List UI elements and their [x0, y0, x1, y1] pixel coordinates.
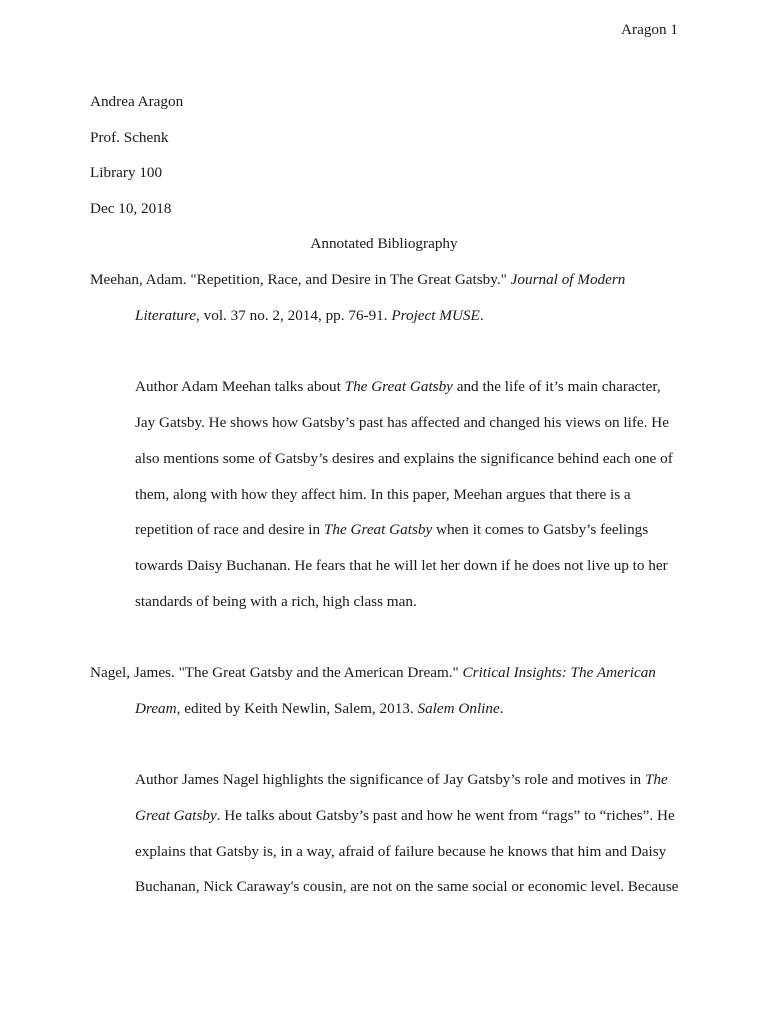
- running-head: Aragon 1: [621, 21, 678, 38]
- annotation-text: standards of being with a rich, high class man.: [135, 593, 417, 610]
- annotation-text: when it comes to Gatsby’s feelings: [432, 521, 649, 538]
- annotation-text: towards Daisy Buchanan. He fears that he will let her down if he does not live up to her: [135, 557, 668, 574]
- annotation-line: [135, 450, 673, 468]
- citation-journal: Journal of Modern: [510, 271, 626, 288]
- annotation-text: Author James Nagel highlights the significance of Jay Gatsby’s role and motives in: [135, 771, 645, 788]
- annotation-text: Buchanan, Nick Caraway's cousin, are not on the same social or economic level. Because: [135, 878, 679, 895]
- citation-database: Salem Online: [417, 700, 500, 717]
- annotation-italic: Great Gatsby: [135, 807, 217, 824]
- annotation-line: [135, 878, 678, 896]
- annotation-text: repetition of race and desire in: [135, 521, 324, 538]
- citation-text: , vol. 37 no. 2, 2014, pp. 76-91.: [196, 307, 392, 324]
- annotation-line: [135, 378, 661, 396]
- citation-journal: Literature: [135, 307, 197, 324]
- annotation-line: [135, 521, 648, 539]
- annotation-text: explains that Gatsby is, in a way, afraid of failure because he knows that him and Daisy: [135, 843, 667, 860]
- citation-text: , edited by Keith Newlin, Salem, 2013.: [176, 700, 418, 717]
- citation-line: [90, 271, 625, 289]
- annotation-line: [135, 771, 668, 789]
- professor-name: Prof. Schenk: [90, 129, 169, 146]
- citation-line: [90, 664, 656, 682]
- course-name: Library 100: [90, 164, 163, 181]
- annotation-text: . He talks about Gatsby’s past and how he went from “rags” to “riches”. He: [216, 807, 675, 824]
- annotation-text: Jay Gatsby. He shows how Gatsby’s past has affected and changed his views on life. He: [135, 414, 669, 431]
- citation-journal: Critical Insights: The American: [462, 664, 656, 681]
- annotation-line: [135, 557, 668, 575]
- citation-line: [135, 700, 504, 718]
- annotation-italic: The Great Gatsby: [323, 521, 433, 538]
- annotation-line: [135, 807, 675, 825]
- citation-text: Meehan, Adam. "Repetition, Race, and Desire in The Great Gatsby.": [90, 271, 511, 288]
- annotation-text: Author Adam Meehan talks about: [135, 378, 345, 395]
- citation-text: .: [479, 307, 484, 324]
- citation-line: [135, 307, 484, 325]
- annotation-text: also mentions some of Gatsby’s desires and explains the significance behind each one of: [135, 450, 673, 467]
- annotation-italic: The Great Gatsby: [344, 378, 453, 395]
- annotation-line: [135, 486, 631, 504]
- annotation-line: [135, 593, 417, 611]
- annotation-line: [135, 414, 669, 432]
- annotation-text: and the life of it’s main character,: [452, 378, 661, 395]
- citation-journal: Dream: [135, 700, 177, 717]
- citation-database: Project MUSE: [391, 307, 480, 324]
- document-title: Annotated Bibliography: [310, 235, 458, 252]
- document-date: Dec 10, 2018: [90, 200, 172, 217]
- citation-text: Nagel, James. "The Great Gatsby and the American Dream.": [90, 664, 463, 681]
- citation-text: .: [499, 700, 504, 717]
- annotation-italic: The: [644, 771, 668, 788]
- annotation-line: [135, 843, 666, 861]
- author-name: Andrea Aragon: [90, 93, 184, 110]
- annotation-text: them, along with how they affect him. In this paper, Meehan argues that there is a: [135, 486, 631, 503]
